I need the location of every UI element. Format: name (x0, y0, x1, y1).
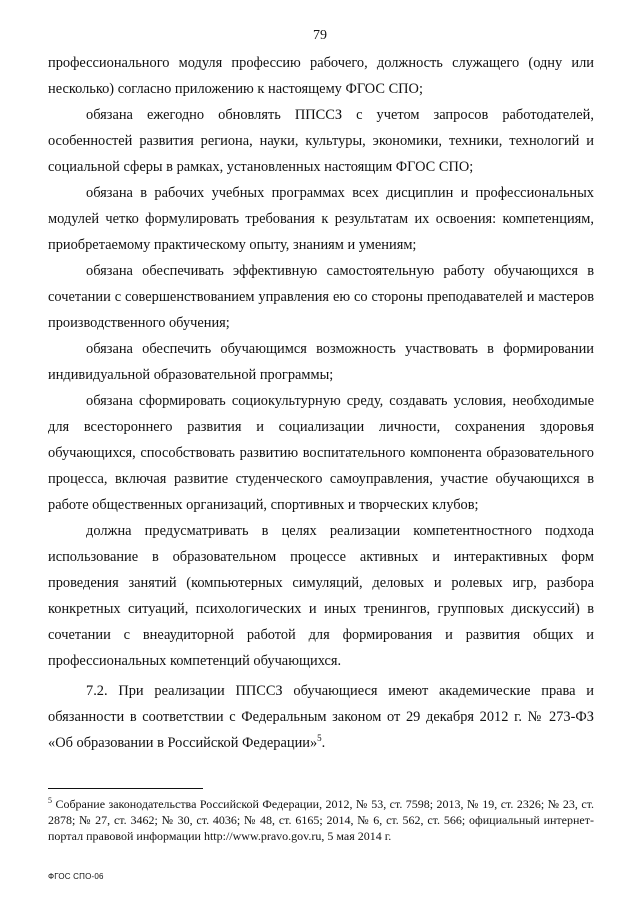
footnote-marker: 5 (48, 796, 52, 805)
footnote-reference[interactable]: 5 (317, 733, 322, 744)
paragraph-5: обязана обеспечить обучающимся возможность участвовать в формировании индивидуальной образовательной программы; (48, 341, 594, 383)
paragraph-3: обязана в рабочих учебных программах всех дисциплин и профессиональных модулей четко формулировать требования к результатам их освоения: компетенциям, приобретаемому практическому опыту, знаниям и умениям; (48, 185, 594, 253)
page-number: 79 (313, 28, 327, 43)
document-code: ФГОС СПО-06 (48, 872, 104, 881)
paragraph-4: обязана обеспечивать эффективную самостоятельную работу обучающихся в сочетании с совершенствованием управления ею со стороны преподавателей и мастеров производственного обучения; (48, 263, 594, 331)
paragraph-1: профессионального модуля профессию рабочего, должность служащего (одну или несколько) согласно приложению к настоящему ФГОС СПО; (48, 55, 594, 97)
paragraph-2: обязана ежегодно обновлять ППССЗ с учетом запросов работодателей, особенностей развития региона, науки, культуры, экономики, техники, технологий и социальной сферы в рамках, установленных настоящим ФГОС СПО; (48, 107, 594, 175)
paragraph-6: обязана сформировать социокультурную среду, создавать условия, необходимые для всестороннего развития и социализации личности, сохранения здоровья обучающихся, способствовать развитию воспитательного компонента образовательного процесса, включая развитие студенческого самоуправления, участие обучающихся в работе общественных организаций, спортивных и творческих клубов; (48, 393, 594, 513)
paragraph-7: должна предусматривать в целях реализации компетентностного подхода использование в образовательном процессе активных и интерактивных форм проведения занятий (компьютерных симуляций, деловых и ролевых игр, разбора конкретных ситуаций, психологических и иных тренингов, групповых дискуссий) в сочетании с внеаудиторной работой для формирования и развития общих и профессиональных компетенций обучающихся. (48, 523, 594, 669)
footnote-text: Собрание законодательства Российской Федерации, 2012, № 53, ст. 7598; 2013, № 19, ст. 2326; № 23, ст. 2878; № 27, ст. 3462; № 30, ст. 4036; № 48, ст. 6165; 2014, № 6, ст. 562, ст. 566; официальный интернет-портал правовой информации http://www.pravo.gov.ru, 5 мая 2014 г. (48, 797, 595, 843)
paragraph-8-text: 7.2. При реализации ППССЗ обучающиеся имеют академические права и обязанности в соответствии с Федеральным законом от 29 декабря 2012 г. № 273-ФЗ «Об образовании в Российской Федерации» (48, 683, 594, 751)
footnote (48, 796, 594, 844)
footnote-separator (48, 788, 203, 789)
paragraph-8: 7.2. При реализации ППССЗ обучающиеся имеют академические права и обязанности в соответствии с Федеральным законом от 29 декабря 2012 г. № 273-ФЗ «Об образовании в Российской Федерации»$^5$. (48, 683, 594, 751)
body-text (48, 50, 594, 756)
